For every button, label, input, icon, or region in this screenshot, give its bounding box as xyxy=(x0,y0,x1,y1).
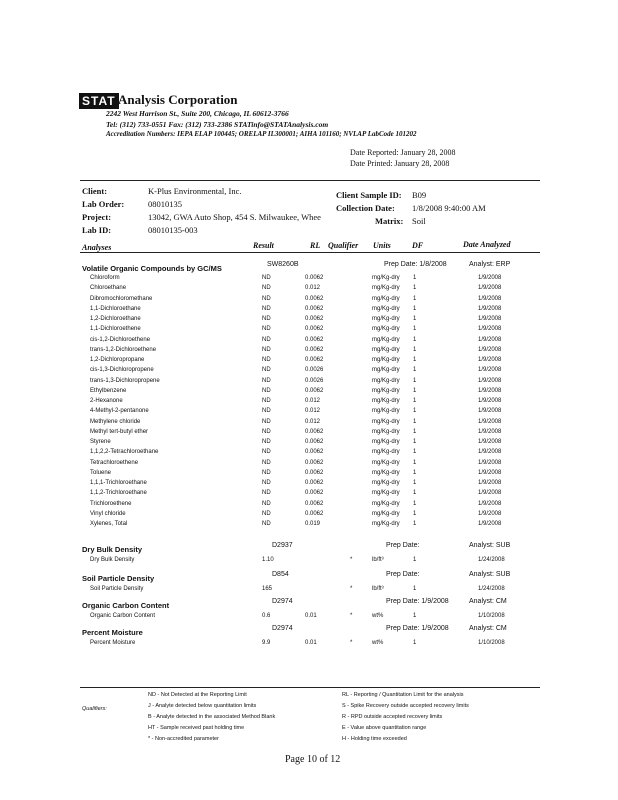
analyte-name: Vinyl chloride xyxy=(90,510,126,517)
result-value: 165 xyxy=(262,586,273,592)
df-value: 1 xyxy=(413,500,417,507)
date-analyzed-value: 1/9/2008 xyxy=(478,346,502,353)
result-value: ND xyxy=(262,490,271,497)
date-analyzed-value: 1/9/2008 xyxy=(478,449,502,456)
lab-order-value: 08010135 xyxy=(148,199,182,209)
units-value: mg/Kg-dry xyxy=(372,377,400,384)
date-analyzed-value: 1/9/2008 xyxy=(478,357,502,363)
analyte-name: Dibromochloromethane xyxy=(90,295,153,302)
qualifier-legend-item: B - Analyte detected in the associated Method Blank xyxy=(148,714,276,720)
result-value: ND xyxy=(262,316,271,322)
date-analyzed-value: 1/9/2008 xyxy=(478,418,502,425)
client-sample-id-value: B09 xyxy=(412,190,427,200)
section-method: D854 xyxy=(272,571,289,578)
units-value: mg/Kg-dry xyxy=(372,510,400,517)
qualifier-value: * xyxy=(350,613,353,619)
units-value: mg/Kg-dry xyxy=(372,275,400,281)
units-value: mg/Kg-dry xyxy=(372,305,400,312)
df-value: 1 xyxy=(413,449,417,456)
result-value: ND xyxy=(262,408,271,415)
project-value: 13042, GWA Auto Shop, 454 S. Milwaukee, Whee xyxy=(148,212,321,222)
result-value: ND xyxy=(262,418,271,425)
qualifiers-label: Qualifiers: xyxy=(82,706,107,712)
section-prep-date: Prep Date: 1/9/2008 xyxy=(386,625,449,632)
date-analyzed-value: 1/9/2008 xyxy=(478,408,502,415)
result-value: ND xyxy=(262,367,271,374)
result-value: ND xyxy=(262,521,271,527)
qualifier-legend-item: * - Non-accredited parameter xyxy=(148,736,219,742)
lab-id-value: 08010135-003 xyxy=(148,225,198,235)
section-analyst: Analyst: CM xyxy=(469,625,507,632)
rl-value: 0.01 xyxy=(305,613,317,619)
df-value: 1 xyxy=(413,490,417,497)
df-value: 1 xyxy=(413,285,417,292)
result-value: ND xyxy=(262,336,271,343)
analyte-name: 1,1,2-Trichloroethane xyxy=(90,490,147,497)
units-value: mg/Kg-dry xyxy=(372,469,400,476)
df-value: 1 xyxy=(413,346,417,353)
df-value: 1 xyxy=(413,408,417,415)
analyte-name: 4-Methyl-2-pentanone xyxy=(90,408,149,415)
date-analyzed-value: 1/9/2008 xyxy=(478,285,502,292)
analyte-name: cis-1,3-Dichloropropene xyxy=(90,367,154,374)
analyte-name: Xylenes, Total xyxy=(90,521,128,527)
col-rl: RL xyxy=(310,241,321,250)
col-units: Units xyxy=(373,241,391,250)
header-divider xyxy=(80,180,540,181)
rl-value: 0.01 xyxy=(305,640,317,646)
date-analyzed-value: 1/24/2008 xyxy=(478,586,505,592)
rl-value: 0.0062 xyxy=(305,500,324,507)
project-label: Project: xyxy=(82,212,112,222)
analyte-name: Methylene chloride xyxy=(90,418,141,425)
date-analyzed-value: 1/9/2008 xyxy=(478,490,502,497)
units-value: mg/Kg-dry xyxy=(372,387,400,394)
qualifier-legend-item: ND - Not Detected at the Reporting Limit xyxy=(148,692,247,698)
analyte-name: 1,2-Dichloroethane xyxy=(90,316,141,322)
analyte-name: Trichloroethene xyxy=(90,500,132,507)
date-analyzed-value: 1/9/2008 xyxy=(478,500,502,507)
result-value: ND xyxy=(262,275,271,281)
collection-date-value: 1/8/2008 9:40:00 AM xyxy=(412,203,486,213)
analyte-name: 1,2-Dichloropropane xyxy=(90,357,145,363)
analyte-name: Styrene xyxy=(90,439,111,445)
date-analyzed-value: 1/9/2008 xyxy=(478,480,502,486)
rl-value: 0.0062 xyxy=(305,439,324,445)
col-result: Result xyxy=(253,241,274,250)
analyte-name: 2-Hexanone xyxy=(90,398,123,404)
rl-value: 0.0062 xyxy=(305,346,324,353)
date-analyzed-value: 1/9/2008 xyxy=(478,377,502,384)
section-title: Volatile Organic Compounds by GC/MS xyxy=(82,264,222,273)
section-title: Percent Moisture xyxy=(82,628,143,637)
analyte-name: 1,1-Dichloroethane xyxy=(90,305,141,312)
df-value: 1 xyxy=(413,613,417,619)
footer-divider xyxy=(80,687,540,688)
section-method: D2937 xyxy=(272,542,293,549)
section-analyst: Analyst: ERP xyxy=(469,261,511,268)
rl-value: 0.0062 xyxy=(305,490,324,497)
df-value: 1 xyxy=(413,418,417,425)
section-title: Organic Carbon Content xyxy=(82,601,170,610)
date-analyzed-value: 1/9/2008 xyxy=(478,336,502,343)
qualifier-value: * xyxy=(350,557,353,563)
units-value: mg/Kg-dry xyxy=(372,367,400,374)
matrix-label: Matrix: xyxy=(375,216,404,226)
rl-value: 0.0062 xyxy=(305,510,324,517)
section-analyst: Analyst: SUB xyxy=(469,542,511,549)
units-value: mg/Kg-dry xyxy=(372,480,400,486)
rl-value: 0.0062 xyxy=(305,326,324,333)
rl-value: 0.0062 xyxy=(305,295,324,302)
rl-value: 0.019 xyxy=(305,521,321,527)
date-analyzed-value: 1/9/2008 xyxy=(478,510,502,517)
section-prep-date: Prep Date: 1/8/2008 xyxy=(384,261,447,268)
result-value: ND xyxy=(262,428,271,435)
result-value: ND xyxy=(262,346,271,353)
rl-value: 0.012 xyxy=(305,408,321,415)
qualifier-value: * xyxy=(350,586,353,592)
df-value: 1 xyxy=(413,316,417,322)
result-value: 9.9 xyxy=(262,640,271,646)
section-method: SW8260B xyxy=(267,261,299,268)
date-analyzed-value: 1/9/2008 xyxy=(478,398,502,404)
section-prep-date: Prep Date: xyxy=(386,542,420,549)
result-value: ND xyxy=(262,357,271,363)
date-analyzed-value: 1/24/2008 xyxy=(478,557,505,563)
units-value: mg/Kg-dry xyxy=(372,346,400,353)
analyte-name: 1,1,1-Trichloroethane xyxy=(90,480,147,486)
rl-value: 0.0062 xyxy=(305,469,324,476)
date-printed: Date Printed: January 28, 2008 xyxy=(350,159,450,168)
result-value: 0.6 xyxy=(262,613,271,619)
qualifier-legend-item: H - Holding time exceeded xyxy=(342,736,407,742)
section-analyst: Analyst: SUB xyxy=(469,571,511,578)
columns-divider xyxy=(80,252,540,253)
df-value: 1 xyxy=(413,557,417,563)
date-analyzed-value: 1/9/2008 xyxy=(478,521,502,527)
client-sample-id-label: Client Sample ID: xyxy=(336,190,402,200)
analyte-name: 1,1,2,2-Tetrachloroethane xyxy=(90,449,159,456)
section-title: Dry Bulk Density xyxy=(82,545,143,554)
units-value: mg/Kg-dry xyxy=(372,521,400,527)
result-value: ND xyxy=(262,387,271,394)
df-value: 1 xyxy=(413,275,417,281)
analyte-name: 1,1-Dichloroethene xyxy=(90,326,141,333)
df-value: 1 xyxy=(413,586,417,592)
result-value: ND xyxy=(262,469,271,476)
stat-logo: STAT xyxy=(79,93,119,109)
result-value: ND xyxy=(262,480,271,486)
date-analyzed-value: 1/9/2008 xyxy=(478,316,502,322)
result-value: ND xyxy=(262,459,271,466)
df-value: 1 xyxy=(413,326,417,333)
units-value: mg/Kg-dry xyxy=(372,459,400,466)
units-value: lb/ft³ xyxy=(372,557,384,563)
date-analyzed-value: 1/9/2008 xyxy=(478,275,502,281)
col-df: DF xyxy=(412,241,424,250)
date-analyzed-value: 1/9/2008 xyxy=(478,469,502,476)
rl-value: 0.012 xyxy=(305,418,321,425)
date-analyzed-value: 1/9/2008 xyxy=(478,439,502,445)
result-value: ND xyxy=(262,326,271,333)
rl-value: 0.0062 xyxy=(305,275,324,281)
qualifier-legend-item: J - Analyte detected below quantitation limits xyxy=(148,703,257,709)
section-analyst: Analyst: CM xyxy=(469,598,507,605)
rl-value: 0.012 xyxy=(305,398,321,404)
result-value: ND xyxy=(262,449,271,456)
result-value: 1.10 xyxy=(262,557,274,563)
rl-value: 0.0026 xyxy=(305,377,324,384)
rl-value: 0.0062 xyxy=(305,305,324,312)
date-analyzed-value: 1/9/2008 xyxy=(478,305,502,312)
units-value: mg/Kg-dry xyxy=(372,326,400,333)
result-value: ND xyxy=(262,295,271,302)
section-prep-date: Prep Date: xyxy=(386,571,420,578)
date-analyzed-value: 1/10/2008 xyxy=(478,640,505,646)
units-value: lb/ft³ xyxy=(372,586,384,592)
analyte-name: trans-1,3-Dichloropropene xyxy=(90,377,160,384)
qualifier-legend-item: S - Spike Recovery outside accepted recovery limits xyxy=(342,703,469,709)
date-analyzed-value: 1/9/2008 xyxy=(478,387,502,394)
date-analyzed-value: 1/9/2008 xyxy=(478,459,502,466)
section-prep-date: Prep Date: 1/9/2008 xyxy=(386,598,449,605)
analyte-name: Methyl tert-butyl ether xyxy=(90,428,149,435)
units-value: mg/Kg-dry xyxy=(372,357,400,363)
date-analyzed-value: 1/10/2008 xyxy=(478,613,505,619)
rl-value: 0.0062 xyxy=(305,357,324,363)
analyte-name: Soil Particle Density xyxy=(90,586,144,592)
units-value: mg/Kg-dry xyxy=(372,500,400,507)
units-value: mg/Kg-dry xyxy=(372,408,400,415)
qualifier-legend-item: E - Value above quantitation range xyxy=(342,725,427,731)
analyte-name: Toluene xyxy=(90,469,112,476)
units-value: mg/Kg-dry xyxy=(372,295,400,302)
company-contact: Tel: (312) 733-0551 Fax: (312) 733-2386 STATinfo@STATAnalysis.com xyxy=(106,120,329,129)
client-value: K-Plus Environmental, Inc. xyxy=(148,186,242,196)
result-value: ND xyxy=(262,500,271,507)
df-value: 1 xyxy=(413,510,417,517)
section-method: D2974 xyxy=(272,598,293,605)
date-analyzed-value: 1/9/2008 xyxy=(478,295,502,302)
client-label: Client: xyxy=(82,186,108,196)
qualifier-legend-item: HT - Sample received past holding time xyxy=(148,725,245,731)
section-title: Soil Particle Density xyxy=(82,574,155,583)
analyte-name: Percent Moisture xyxy=(90,640,136,646)
result-value: ND xyxy=(262,377,271,384)
df-value: 1 xyxy=(413,439,417,445)
analyte-name: Ethylbenzene xyxy=(90,387,127,394)
units-value: mg/Kg-dry xyxy=(372,316,400,322)
page-number: Page 10 of 12 xyxy=(285,754,341,765)
rl-value: 0.0026 xyxy=(305,367,324,374)
date-analyzed-value: 1/9/2008 xyxy=(478,428,502,435)
rl-value: 0.012 xyxy=(305,285,321,292)
qualifier-legend-item: R - RPD outside accepted recovery limits xyxy=(342,714,443,720)
analyte-name: Organic Carbon Content xyxy=(90,613,156,619)
date-analyzed-value: 1/9/2008 xyxy=(478,367,502,374)
col-analyses: Analyses xyxy=(82,243,112,252)
lab-order-label: Lab Order: xyxy=(82,199,125,209)
units-value: wt% xyxy=(372,613,384,619)
rl-value: 0.0062 xyxy=(305,459,324,466)
rl-value: 0.0062 xyxy=(305,449,324,456)
units-value: mg/Kg-dry xyxy=(372,449,400,456)
col-qualifier: Qualifier xyxy=(328,241,359,250)
analyte-name: Dry Bulk Density xyxy=(90,557,135,563)
result-value: ND xyxy=(262,285,271,292)
units-value: mg/Kg-dry xyxy=(372,418,400,425)
df-value: 1 xyxy=(413,521,417,527)
qualifier-value: * xyxy=(350,640,353,646)
result-value: ND xyxy=(262,398,271,404)
units-value: mg/Kg-dry xyxy=(372,336,400,343)
units-value: mg/Kg-dry xyxy=(372,285,400,292)
result-value: ND xyxy=(262,439,271,445)
result-value: ND xyxy=(262,305,271,312)
analyte-name: Chloroethane xyxy=(90,285,127,292)
df-value: 1 xyxy=(413,367,417,374)
company-address: 2242 West Harrison St., Suite 200, Chicago, IL 60612-3766 xyxy=(106,109,289,118)
units-value: mg/Kg-dry xyxy=(372,398,400,404)
analyte-name: Tetrachloroethene xyxy=(90,459,139,466)
collection-date-label: Collection Date: xyxy=(336,203,395,213)
matrix-value: Soil xyxy=(412,216,426,226)
df-value: 1 xyxy=(413,305,417,312)
analyte-name: Chloroform xyxy=(90,275,120,281)
df-value: 1 xyxy=(413,398,417,404)
rl-value: 0.0062 xyxy=(305,336,324,343)
df-value: 1 xyxy=(413,428,417,435)
units-value: mg/Kg-dry xyxy=(372,490,400,497)
df-value: 1 xyxy=(413,357,417,363)
rl-value: 0.0062 xyxy=(305,480,324,486)
df-value: 1 xyxy=(413,387,417,394)
date-reported: Date Reported: January 28, 2008 xyxy=(350,148,456,157)
units-value: wt% xyxy=(372,640,384,646)
df-value: 1 xyxy=(413,459,417,466)
df-value: 1 xyxy=(413,336,417,343)
result-value: ND xyxy=(262,510,271,517)
qualifier-legend-item: RL - Reporting / Quantitation Limit for the analysis xyxy=(342,692,464,698)
df-value: 1 xyxy=(413,295,417,302)
accreditation-numbers: Accreditation Numbers: IEPA ELAP 100445; ORELAP IL300001; AIHA 101160; NVLAP LabCode 101202 xyxy=(106,130,417,138)
lab-id-label: Lab ID: xyxy=(82,225,112,235)
df-value: 1 xyxy=(413,377,417,384)
analyte-name: trans-1,2-Dichloroethene xyxy=(90,346,157,353)
col-date-analyzed: Date Analyzed xyxy=(463,240,511,249)
analyte-name: cis-1,2-Dichloroethene xyxy=(90,336,151,343)
section-method: D2974 xyxy=(272,625,293,632)
units-value: mg/Kg-dry xyxy=(372,428,400,435)
rl-value: 0.0062 xyxy=(305,316,324,322)
rl-value: 0.0062 xyxy=(305,428,324,435)
df-value: 1 xyxy=(413,469,417,476)
company-name: Analysis Corporation xyxy=(118,92,238,107)
rl-value: 0.0062 xyxy=(305,387,324,394)
df-value: 1 xyxy=(413,480,417,486)
units-value: mg/Kg-dry xyxy=(372,439,400,445)
date-analyzed-value: 1/9/2008 xyxy=(478,326,502,333)
df-value: 1 xyxy=(413,640,417,646)
